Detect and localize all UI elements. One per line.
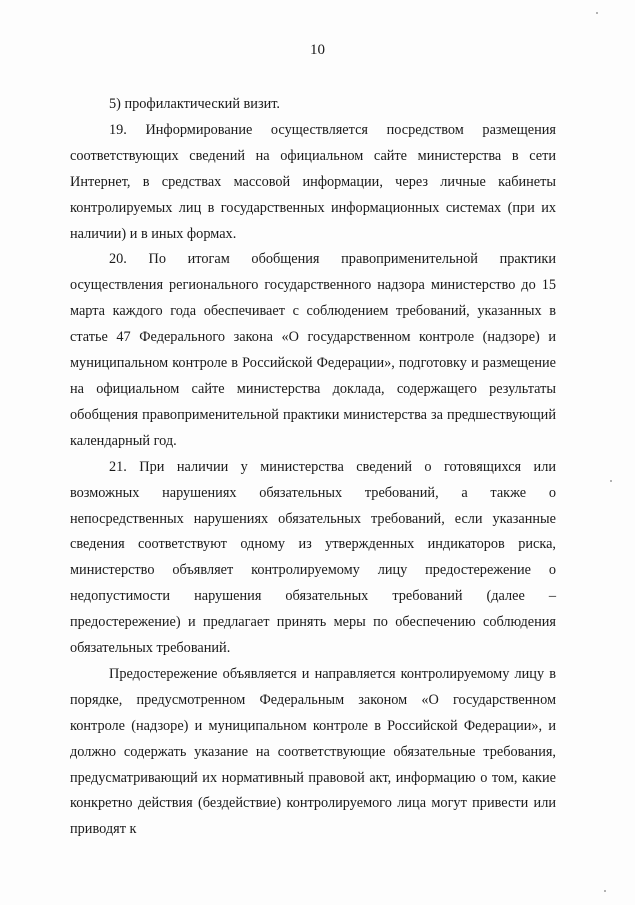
body-text [70,92,556,843]
paragraph-warning-procedure: Предостережение объявляется и направляется контролируемому лицу в порядке, предусмотренном Федеральным законом «О государственном контроле (надзоре) и муниципальном контроле в Российской Федерации», и должно содержать указание на соответствующие обязательные требования, предусматривающий их нормативный правовой акт, информацию о том, какие конкретно действия (бездействие) контролируемого лица могут привести или приводят к [70,665,556,838]
scan-speck [596,12,598,14]
paragraph-list-item-5: 5) профилактический визит. [109,96,280,112]
scan-speck [610,480,612,482]
paragraph-21: 21. При наличии у министерства сведений о готовящихся или возможных нарушениях обязательных требований, а также о непосредственных нарушениях обязательных требований, если указанные сведения соответствуют одному из утвержденных индикаторов риска, министерство объявляет контролируемому лицу предостережение о недопустимости нарушения обязательных требований (далее – предостережение) и предлагает принять меры по обеспечению соблюдения обязательных требований. [70,458,556,657]
paragraph-19: 19. Информирование осуществляется посредством размещения соответствующих сведений на официальном сайте министерства в сети Интернет, в средствах массовой информации, через личные кабинеты контролируемых лиц в государственных информационных системах (при их наличии) и в иных формах. [70,121,556,242]
page-number: 10 [310,42,325,58]
paragraph-20: 20. По итогам обобщения правоприменительной практики осуществления регионального государственного надзора министерство до 15 марта каждого года обеспечивает с соблюдением требований, указанных в статье 47 Федерального закона «О государственном контроле (надзоре) и муниципальном контроле в Российской Федерации», подготовку и размещение на официальном сайте министерства доклада, содержащего результаты обобщения правоприменительной практики министерства за предшествующий календарный год. [70,251,556,449]
scan-speck [604,890,606,892]
